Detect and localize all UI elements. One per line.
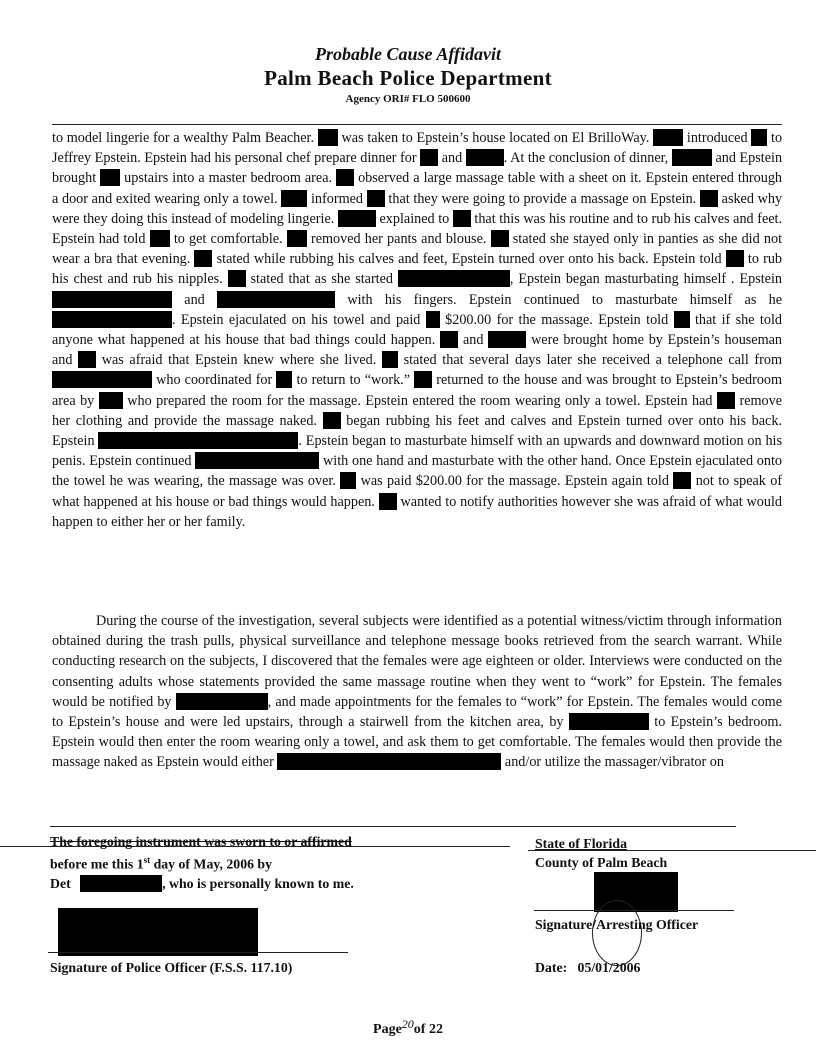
redaction-box bbox=[414, 371, 432, 388]
redaction-box bbox=[195, 452, 319, 469]
arresting-officer-label: Signature/Arresting Officer bbox=[535, 917, 699, 932]
detective-line: Det , who is personally known to me. bbox=[50, 876, 354, 891]
document-title: Probable Cause Affidavit bbox=[315, 44, 501, 64]
redaction-box bbox=[673, 472, 691, 489]
redaction-box bbox=[466, 149, 504, 166]
state-label: State of Florida bbox=[535, 836, 627, 851]
redaction-box bbox=[52, 371, 152, 388]
redaction-box bbox=[726, 250, 744, 267]
redaction-box bbox=[420, 149, 438, 166]
redaction-box bbox=[277, 753, 501, 770]
redaction-box bbox=[323, 412, 341, 429]
redaction-box bbox=[379, 493, 397, 510]
handwritten-page-number: 20 bbox=[401, 1017, 414, 1031]
narrative-paragraph-1: to model lingerie for a wealthy Palm Beacher. was taken to Epstein’s house located on El BrilloWay. introduced to Jeffrey Epstein. Epstein had his personal chef prepare dinner for and . At the conclusion of dinner, and Epstein brought upstairs into a master bedroom area. observed a large massage table with a sheet on it. Epstein entered through a door and exited wearing only a towel. informed that they were going to provide a massage on Epstein. asked why were they doing this instead of modeling lingerie. explained to that this was his routine and to rub his calves and feet. Epstein had told to get comfortable. removed her pants and blouse. stated she stayed only in panties as she did not wear a bra that evening. stated while rubbing his calves and feet, Epstein turned over onto his back. Epstein told to rub his chest and rub his nipples. stated that as she started , Epstein began masturbating himself . Epstein and with his fingers. Epstein continued to masturbate himself as he . Epstein ejaculated on his towel and paid $200.00 for the massage. Epstein told that if she told anyone what happened at his house that bad things could happen. and were brought home by Epstein’s houseman and was afraid that Epstein knew where she lived. stated that several days later she received a telephone call from who coordinated for to return to “work.” returned to the house and was brought to Epstein’s bedroom area by who prepared the room for the massage. Epstein entered the room wearing only a towel. Epstein had remove her clothing and provide the massage naked. began rubbing his feet and calves and Epstein turned over onto his back. Epstein . Epstein began to masturbate himself with an upwards and downward motion on his penis. Epstein continued with one hand and masturbate with the other hand. Once Epstein ejaculated onto the towel he was wearing, the massage was over. was paid $200.00 for the massage. Epstein again told not to speak of what happened at his house or bad things would happen. wanted to notify authorities however she was afraid of what would happen to either her or her family. bbox=[52, 130, 783, 530]
redaction-box bbox=[491, 230, 509, 247]
redaction-box bbox=[367, 190, 385, 207]
redaction-box bbox=[194, 250, 212, 267]
redaction-box bbox=[176, 693, 268, 710]
redaction-box bbox=[751, 129, 767, 146]
page-number: Page20of 22 bbox=[373, 1017, 443, 1037]
redaction-box bbox=[338, 210, 376, 227]
date-value: 05/01/2006 bbox=[577, 960, 641, 975]
redaction-box bbox=[318, 129, 338, 146]
sworn-statement: The foregoing instrument was sworn to or affirmed bbox=[50, 834, 352, 849]
agency-ori: Agency ORI# FLO 500600 bbox=[345, 93, 471, 105]
redaction-box bbox=[52, 291, 172, 308]
redaction-box bbox=[52, 311, 172, 328]
redaction-box bbox=[653, 129, 683, 146]
redaction-box bbox=[340, 472, 356, 489]
redaction-box bbox=[336, 169, 354, 186]
redaction-box bbox=[382, 351, 398, 368]
redaction-box bbox=[281, 190, 307, 207]
date-line: Date: 05/01/2006 bbox=[535, 960, 641, 975]
redaction-box bbox=[150, 230, 170, 247]
officer-signature-redaction bbox=[58, 908, 258, 956]
sworn-date-line: before me this 1st day of May, 2006 by bbox=[50, 855, 273, 872]
redaction-box bbox=[98, 432, 298, 449]
redaction-box bbox=[700, 190, 718, 207]
signature-section-rule bbox=[50, 826, 736, 827]
officer-signature-label: Signature of Police Officer (F.S.S. 117.10) bbox=[50, 960, 293, 975]
redaction-box bbox=[674, 311, 690, 328]
redaction-box bbox=[426, 311, 440, 328]
redaction-box bbox=[717, 392, 735, 409]
header-rule bbox=[52, 124, 782, 125]
redaction-box bbox=[488, 331, 526, 348]
redaction-box bbox=[672, 149, 712, 166]
redaction-box bbox=[276, 371, 292, 388]
redaction-box bbox=[78, 351, 96, 368]
redaction-box bbox=[569, 713, 649, 730]
redaction-box bbox=[100, 169, 120, 186]
narrative-paragraph-2: During the course of the investigation, several subjects were identified as a potential witness/victim through information obtained during the trash pulls, physical surveillance and telephone message books retrieved from the search warrant. While conducting research on the subjects, I discovered that the females were age eighteen or older. Interviews were conducted on the consenting adults whose statements provided the same massage routine when they went to “work” for Epstein. The females would be notified by , and made appointments for the females to “work” for Epstein. The females would come to Epstein’s house and were led upstairs, through a stairwell from the kitchen area, by to Epstein’s bedroom. Epstein would then enter the room wearing only a towel, and ask them to get comfortable. The females would then provide the massage naked as Epstein would either and/or utilize the massager/vibrator on bbox=[52, 613, 783, 771]
redaction-box bbox=[217, 291, 335, 308]
officer-signature-line bbox=[48, 952, 348, 953]
redaction-box bbox=[228, 270, 246, 287]
redaction-box bbox=[398, 270, 510, 287]
handwritten-mark bbox=[592, 900, 642, 966]
redaction-box bbox=[80, 875, 162, 892]
redaction-box bbox=[440, 331, 458, 348]
redaction-box bbox=[453, 210, 471, 227]
redaction-box bbox=[99, 392, 123, 409]
county-label: County of Palm Beach bbox=[535, 855, 668, 870]
department-name: Palm Beach Police Department bbox=[264, 66, 552, 90]
redaction-box bbox=[287, 230, 307, 247]
